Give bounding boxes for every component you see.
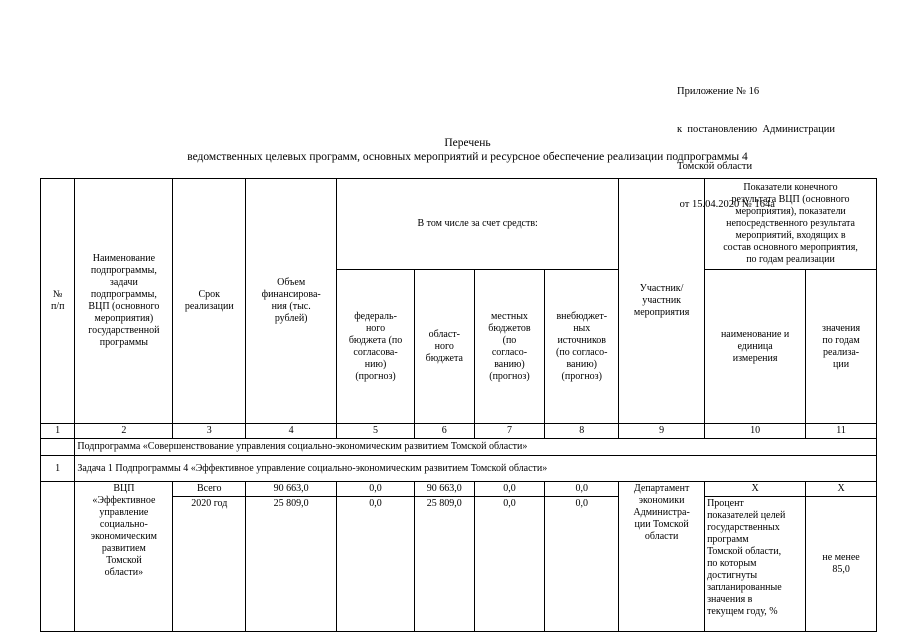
col-number: 5 bbox=[337, 424, 415, 439]
vcp-participant: Департамент экономики Администра- ции Томской области bbox=[619, 482, 705, 632]
annex-line-1: Приложение № 16 bbox=[677, 86, 760, 97]
row-2020-local: 0,0 bbox=[474, 497, 545, 632]
vcp-name: ВЦП «Эффективное управление социально- экономическим развитием Томской области» bbox=[75, 482, 173, 632]
header-participant: Участник/ участник мероприятия bbox=[619, 179, 705, 424]
row-total-ind-name: Х bbox=[705, 482, 806, 497]
header-incl: В том числе за счет средств: bbox=[337, 179, 619, 270]
header-indicators: Показатели конечного результата ВЦП (основного мероприятия), показатели непосредственного результата мероприятий, входящих в состав основного мероприятия, по годам реализации bbox=[705, 179, 877, 270]
row-2020-extra: 0,0 bbox=[545, 497, 619, 632]
header-extra: внебюджет- ных источников (по согласо- ванию) (прогноз) bbox=[545, 270, 619, 424]
annex-line-2: к постановлению Администрации bbox=[677, 123, 836, 135]
col-number: 6 bbox=[414, 424, 474, 439]
row-total-ind-value: Х bbox=[806, 482, 877, 497]
header-local: местных бюджетов (по согласо- ванию) (прогноз) bbox=[474, 270, 545, 424]
row-total-regional: 90 663,0 bbox=[414, 482, 474, 497]
header-regional: област- ного бюджета bbox=[414, 270, 474, 424]
header-name: Наименование подпрограммы, задачи подпрограммы, ВЦП (основного мероприятия) государственной программы bbox=[75, 179, 173, 424]
task-num: 1 bbox=[41, 456, 75, 482]
header-ind-name: наименование и единица измерения bbox=[705, 270, 806, 424]
col-number: 2 bbox=[75, 424, 173, 439]
document-subtitle: ведомственных целевых программ, основных мероприятий и ресурсное обеспечение реализации подпрограммы 4 bbox=[187, 151, 748, 163]
row-2020-volume: 25 809,0 bbox=[246, 497, 337, 632]
col-number: 9 bbox=[619, 424, 705, 439]
header-ind-values: значения по годам реализа- ции bbox=[806, 270, 877, 424]
col-number: 4 bbox=[246, 424, 337, 439]
col-number: 1 bbox=[41, 424, 75, 439]
row-2020-ind-name: Процент показателей целей государственных программ Томской области, по которым достигнуты запланированные значения в текущем году, % bbox=[705, 497, 806, 632]
task-row: Задача 1 Подпрограммы 4 «Эффективное управление социально-экономическим развитием Томской области» bbox=[75, 456, 877, 482]
row-2020-federal: 0,0 bbox=[337, 497, 415, 632]
header-federal: федераль- ного бюджета (по согласова- нию) (прогноз) bbox=[337, 270, 415, 424]
header-term: Срок реализации bbox=[173, 179, 246, 424]
row-total-local: 0,0 bbox=[474, 482, 545, 497]
col-number: 7 bbox=[474, 424, 545, 439]
row-total-federal: 0,0 bbox=[337, 482, 415, 497]
vcp-num-cell bbox=[41, 482, 75, 632]
document-title: Перечень bbox=[444, 137, 491, 149]
row-2020-regional: 25 809,0 bbox=[414, 497, 474, 632]
col-number: 8 bbox=[545, 424, 619, 439]
row-total-extra: 0,0 bbox=[545, 482, 619, 497]
header-num: № п/п bbox=[41, 179, 75, 424]
col-number: 3 bbox=[173, 424, 246, 439]
subprogram-row: Подпрограмма «Совершенствование управления социально-экономическим развитием Томской области» bbox=[75, 439, 877, 456]
subprogram-num-cell bbox=[41, 439, 75, 456]
row-2020-term: 2020 год bbox=[173, 497, 246, 632]
col-number: 11 bbox=[806, 424, 877, 439]
row-total-volume: 90 663,0 bbox=[246, 482, 337, 497]
row-total-term: Всего bbox=[173, 482, 246, 497]
annex-line-4: от 15.04.2020 № 164а bbox=[677, 198, 775, 210]
row-2020-ind-value: не менее 85,0 bbox=[806, 497, 877, 632]
annex-line-3: Томской области bbox=[677, 161, 753, 172]
programs-table bbox=[40, 178, 877, 632]
col-number: 10 bbox=[705, 424, 806, 439]
header-volume: Объем финансирова- ния (тыс. рублей) bbox=[246, 179, 337, 424]
